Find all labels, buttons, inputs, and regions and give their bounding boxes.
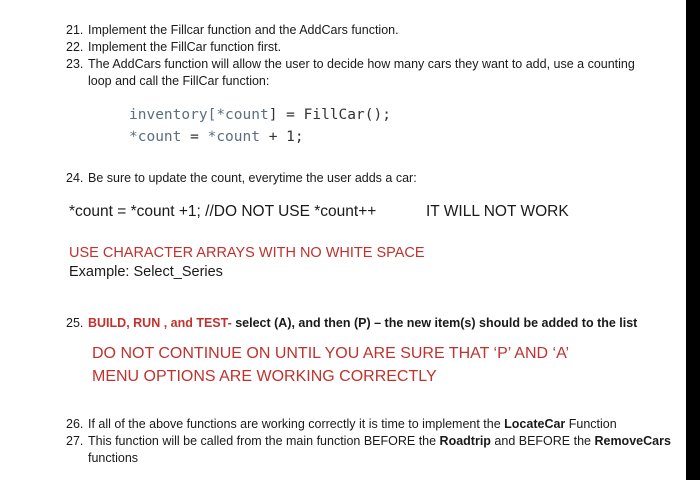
list-item-26: 26. If all of the above functions are working correctly it is time to implement the LocateCar Function	[66, 417, 617, 431]
item-number: 21.	[66, 23, 84, 37]
code-line-2: *count = *count + 1;	[129, 129, 304, 145]
count-note	[69, 203, 376, 221]
item-number: 25.	[66, 316, 84, 330]
item-number: 24.	[66, 171, 84, 185]
warning-line-1: DO NOT CONTINUE ON UNTIL YOU ARE SURE THAT ‘P’ AND ‘A’	[92, 345, 570, 362]
count-note-left: *count = *count +1; //DO NOT USE *count++	[69, 203, 377, 220]
list-item-22	[66, 39, 281, 56]
list-item-25	[66, 315, 637, 332]
item-number: 22.	[66, 40, 84, 54]
item-number: 23.	[66, 57, 84, 71]
item-number: 26.	[66, 417, 84, 431]
list-item-21	[66, 22, 399, 39]
item-text: Implement the Fillcar function and the AddCars function.	[88, 23, 399, 37]
item-text: Be sure to update the count, everytime the user adds a car:	[88, 171, 417, 185]
item-text: select (A), and then (P) – the new item(s) should be added to the list	[231, 316, 638, 330]
item-text-continued: loop and call the FillCar function:	[88, 74, 270, 88]
item-text: The AddCars function will allow the user to decide how many cars they want to add, use a counting	[88, 57, 635, 71]
warning-line-2: MENU OPTIONS ARE WORKING CORRECTLY	[92, 368, 437, 385]
code-snippet	[129, 104, 391, 148]
count-note-warning: IT WILL NOT WORK	[426, 203, 569, 220]
code-line-1: inventory[*count] = FillCar();	[129, 107, 391, 123]
list-item-23	[66, 56, 635, 90]
char-array-note: USE CHARACTER ARRAYS WITH NO WHITE SPACE	[69, 245, 425, 261]
list-item-27: 27. This function will be called from the main function BEFORE the Roadtrip and BEFORE the RemoveCars functions	[66, 434, 671, 465]
char-array-example: Example: Select_Series	[69, 264, 223, 280]
item-text: Implement the FillCar function first.	[88, 40, 282, 54]
build-run-test-label: BUILD, RUN , and TEST-	[88, 316, 232, 330]
list-item-24	[66, 170, 417, 187]
item-number: 27.	[66, 434, 84, 448]
